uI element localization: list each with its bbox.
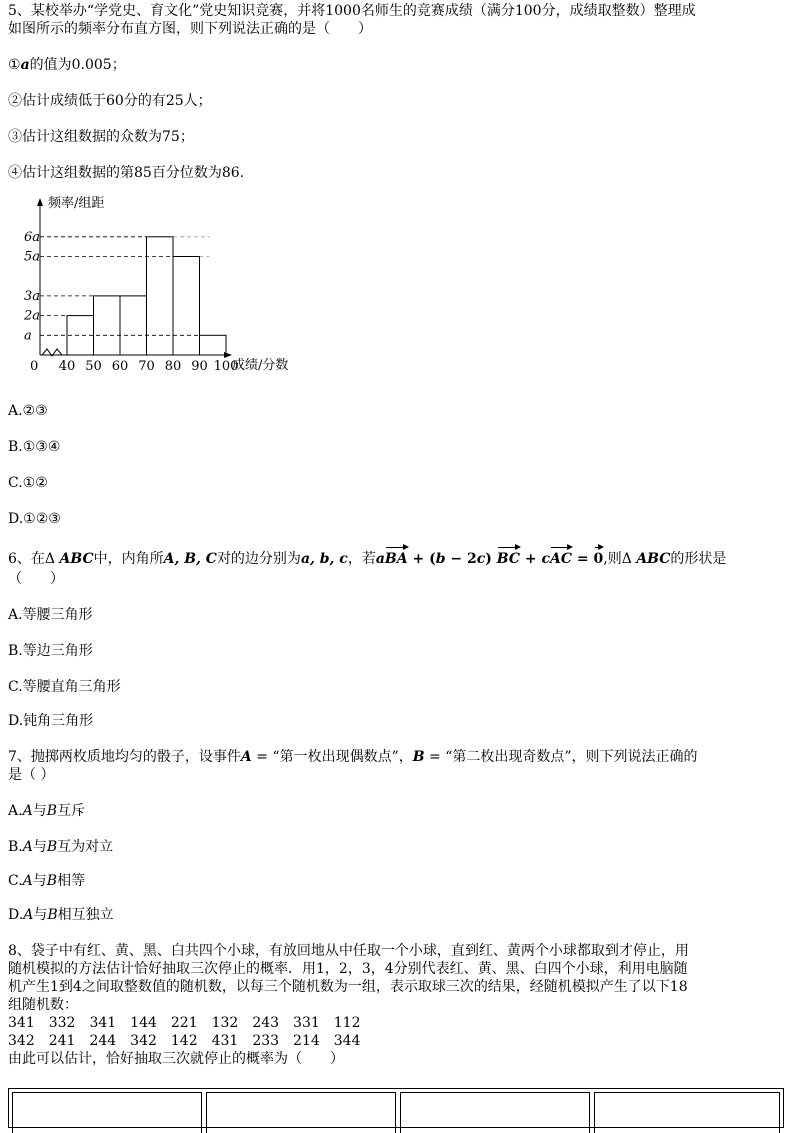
q6-angles: A, B, C bbox=[163, 551, 217, 567]
q7-option-d-rest: 相互独立 bbox=[57, 907, 114, 923]
q8-random-row-1: 341 332 341 144 221 132 243 331 112 bbox=[8, 1015, 361, 1031]
q8-stem-end: 由此可以估计，恰好抽取三次就停止的概率为（ ） bbox=[8, 1051, 344, 1067]
q7-option-b-v2: B bbox=[46, 839, 58, 855]
q7-option-c-v2: B bbox=[46, 873, 58, 889]
q7-option-b[interactable] bbox=[8, 838, 113, 856]
q7-text-pre: 7、抛掷两枚质地均匀的骰子，设事件 bbox=[8, 749, 241, 765]
y-tick-label-0: a bbox=[24, 328, 32, 344]
q6-term-plus2: + bbox=[520, 551, 542, 567]
x-tick-label-1: 50 bbox=[85, 359, 102, 374]
q8-stem-line2: 随机模拟的方法估计恰好抽取三次停止的概率．用1，2，3，4分别代表红、黄、黑、白四个小球，利用电脑随 bbox=[8, 961, 688, 977]
x-tick-label-3: 70 bbox=[138, 359, 155, 374]
q6-text-num: 6、在 bbox=[8, 551, 45, 567]
q7-option-b-mid: 与 bbox=[32, 839, 47, 855]
q7-option-d-prefix: D. bbox=[8, 907, 24, 923]
histogram-bar-1 bbox=[94, 296, 121, 355]
q6-term-c1: c bbox=[476, 551, 486, 567]
x-tick-label-5: 90 bbox=[191, 359, 208, 374]
origin-label: 0 bbox=[30, 359, 39, 374]
q7-option-a[interactable] bbox=[8, 802, 85, 820]
q5-statement-3: ③估计这组数据的众数为75； bbox=[8, 129, 194, 145]
q6-option-c[interactable]: C.等腰直角三角形 bbox=[8, 679, 121, 695]
q8-option-cell-b[interactable] bbox=[206, 1092, 396, 1133]
q8-stem-line3: 机产生1到4之间取整数值的随机数，以每三个随机数为一组，表示取球三次的结果，经随机模拟产生了以下18 bbox=[8, 979, 688, 995]
q5-stem-line2: 如图所示的频率分布直方图，则下列说法正确的是（ ） bbox=[8, 21, 372, 37]
q7-option-c-prefix: C. bbox=[8, 873, 23, 889]
y-tick-label-2: 3a bbox=[24, 288, 41, 304]
q6-abc: ABC bbox=[59, 551, 94, 567]
q5-option-d[interactable]: D.①②③ bbox=[8, 511, 61, 527]
x-tick-label-2: 60 bbox=[111, 359, 129, 374]
q6-term-minus: − 2 bbox=[445, 551, 477, 567]
q7-option-a-v2: B bbox=[46, 803, 57, 819]
q6-text-mid: 中，内角所 bbox=[93, 551, 164, 567]
x-tick-label-4: 80 bbox=[164, 359, 182, 374]
q7-stem-line1 bbox=[8, 748, 698, 766]
q6-tri-symbol: Δ bbox=[44, 551, 60, 567]
q7-option-a-rest: 互斥 bbox=[56, 803, 85, 819]
q6-vector-ac: AC bbox=[550, 551, 573, 567]
histogram-bar-3 bbox=[147, 237, 174, 355]
q6-sides: a, b, c bbox=[300, 551, 348, 567]
q6-vector-ba: BA bbox=[384, 551, 408, 567]
q7-event-a: A bbox=[240, 749, 252, 765]
q5-statement-1 bbox=[8, 56, 126, 74]
q8-option-cell-a[interactable] bbox=[12, 1092, 202, 1133]
q7-event-b: B bbox=[412, 749, 425, 765]
q6-vector-bc: BC bbox=[496, 551, 521, 567]
q8-option-cell-c[interactable] bbox=[400, 1092, 590, 1133]
q7-option-b-rest: 互为对立 bbox=[57, 839, 114, 855]
q6-term-eq: = bbox=[572, 551, 594, 567]
q7-option-c-mid: 与 bbox=[32, 873, 47, 889]
q6-term-close: ) bbox=[485, 551, 497, 567]
q6-term-plus1: + ( bbox=[407, 551, 436, 567]
q5-stem-line1: 5、某校举办“学党史、育文化”党史知识竞赛，并将1000名师生的竞赛成绩（满分100分，成绩取整数）整理成 bbox=[8, 3, 696, 19]
y-tick-label-1: 2a bbox=[24, 308, 41, 324]
q6-tri-symbol-2: Δ bbox=[621, 551, 637, 567]
q7-option-d-mid: 与 bbox=[33, 907, 48, 923]
q6-text-mid3: ，若 bbox=[347, 551, 376, 567]
y-axis-arrow bbox=[37, 198, 43, 206]
y-tick-label-3: 5a bbox=[24, 249, 41, 265]
q7-option-a-mid: 与 bbox=[32, 803, 47, 819]
q5-statement-1-num: ① bbox=[8, 57, 21, 73]
q7-option-a-prefix: A. bbox=[8, 803, 23, 819]
q5-option-a[interactable]: A.②③ bbox=[8, 403, 48, 419]
x-tick-label-6: 100 bbox=[213, 359, 239, 374]
y-tick-label-4: 6a bbox=[24, 229, 41, 245]
q5-option-b[interactable]: B.①③④ bbox=[8, 439, 61, 455]
x-tick-label-0: 40 bbox=[58, 359, 76, 374]
q7-option-c-v1: A bbox=[22, 873, 33, 889]
q6-term-c2: c bbox=[541, 551, 551, 567]
q6-answer-paren: （ ） bbox=[8, 571, 64, 587]
histogram-bar-4 bbox=[173, 257, 200, 356]
q7-option-c[interactable] bbox=[8, 872, 85, 890]
q6-text-end2: 的形状是 bbox=[670, 551, 727, 567]
q5-statement-4: ④估计这组数据的第85百分位数为86. bbox=[8, 165, 245, 181]
histogram-bar-5 bbox=[200, 335, 227, 355]
q6-option-b[interactable]: B.等边三角形 bbox=[8, 643, 93, 659]
q7-text-eq1: = “第一枚出现偶数点”， bbox=[251, 749, 413, 765]
q6-term-b: b bbox=[435, 551, 446, 567]
q8-stem-line4: 组随机数： bbox=[8, 997, 78, 1013]
q6-vector-zero: 0 bbox=[593, 551, 604, 567]
q7-option-b-prefix: B. bbox=[8, 839, 23, 855]
q7-text-eq2: = “第二枚出现奇数点”，则下列说法正确的 bbox=[424, 749, 698, 765]
q6-text-end: ,则 bbox=[603, 551, 622, 567]
q6-term-a: a bbox=[375, 551, 385, 567]
q7-option-c-rest: 相等 bbox=[57, 873, 86, 889]
q6-option-d[interactable]: D.钝角三角形 bbox=[8, 713, 94, 729]
q7-option-d[interactable] bbox=[8, 906, 114, 924]
q5-option-c[interactable]: C.①② bbox=[8, 475, 48, 491]
q6-stem-line1 bbox=[8, 550, 726, 568]
q6-text-mid2: 对的边分别为 bbox=[216, 551, 301, 567]
q8-option-cell-d[interactable] bbox=[594, 1092, 780, 1133]
q6-option-a[interactable]: A.等腰三角形 bbox=[8, 607, 93, 623]
q8-stem-line1: 8、袋子中有红、黄、黑、白共四个小球，有放回地从中任取一个小球，直到红、黄两个小球都取到才停止，用 bbox=[8, 943, 689, 959]
x-axis-label: 成绩/分数 bbox=[232, 358, 289, 373]
q5-statement-1-text: 的值为0.005； bbox=[29, 57, 126, 73]
q7-option-a-v1: A bbox=[22, 803, 33, 819]
q7-option-d-v1: A bbox=[23, 907, 34, 923]
q6-abc-2: ABC bbox=[636, 551, 671, 567]
q8-random-row-2: 342 241 244 342 142 431 233 214 344 bbox=[8, 1033, 361, 1049]
q8-options-table bbox=[8, 1088, 784, 1128]
q7-stem-line2: 是（ ） bbox=[8, 767, 55, 783]
q5-statement-2: ②估计成绩低于60分的有25人； bbox=[8, 93, 212, 109]
q5-statement-1-var: a bbox=[20, 57, 30, 73]
histogram-chart bbox=[16, 194, 336, 384]
q7-option-d-v2: B bbox=[47, 907, 58, 923]
histogram-bar-2 bbox=[120, 296, 147, 355]
q7-option-b-v1: A bbox=[22, 839, 33, 855]
y-axis-label: 频率/组距 bbox=[48, 196, 105, 211]
